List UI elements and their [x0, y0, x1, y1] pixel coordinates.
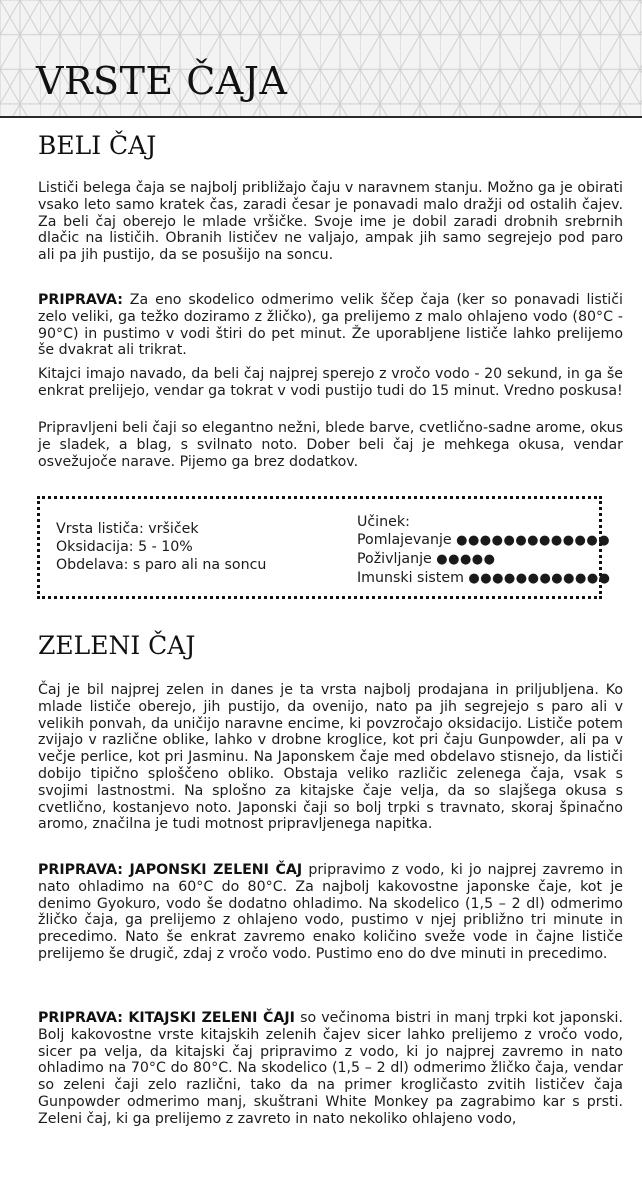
section-title-beli: BELI ČAJ [38, 131, 157, 160]
header-pattern-banner [0, 0, 642, 117]
effect-rating-dots: ●●●●● [436, 552, 496, 567]
header-divider [0, 116, 642, 118]
page-title: VRSTE ČAJA [36, 59, 288, 103]
zeleni-intro-paragraph: Čaj je bil najprej zelen in danes je ta vrsta najbolj prodajana in priljubljena. Ko mlade lističe oberejo, jih pustijo, da ovenijo, nato pa jih segrejejo s paro ali v velikih ponvah, da uničijo naravne encime, ki povzročajo oksidacijo. Lističe potem zvijajo v različne oblike, lahko v drobne kroglice, kot pri čaju Gunpowder, ali pa v večje perlice, kot pri Jasminu. Na Japonskem čaje med obdelavo stisnejo, da lističi dobijo tipično sploščeno obliko. Obstaja veliko različic zelenega čaja, vsak s svojimi lastnostmi. Na splošno za kitajske čaje velja, da so slajšega okusa s cvetlično, kostanjevo noto. Japonski čaji so bolj trpki s travnato, skoraj špinačno aromo, značilna je tudi motnost pripravljenega napitka. [38, 682, 623, 833]
processing: Obdelava: s paro ali na soncu [56, 557, 267, 573]
prep-chinese-text: so večinoma bistri in manj trpki kot japonski. Bolj kakovostne vrste kitajskih zelenih čajev sicer lahko prelijemo z vročo vodo, sicer pa velja, da kitajski čaj pripravimo z vodo, ki jo najprej zavremo in nato ohladimo na 70°C do 80°C. Na skodelico (1,5 – 2 dl) odmerimo žličko čaja, vendar so zeleni čaji zelo različni, tako da na primer krogličasto zvitih lističev čaja Gunpowder odmerimo manj, skuštrani White Monkey pa zagrabimo kar s prsti. Zeleni čaj, ki ga prelijemo z zavreto in nato nekoliko ohlajeno vodo, [38, 1010, 624, 1127]
zeleni-prep-japanese-paragraph [38, 862, 623, 963]
beli-paragraph-3: Pripravljeni beli čaji so elegantno nežni, blede barve, cvetlično-sadne arome, okus je sladek, a blag, s svilnato noto. Dober beli čaj je mehkega okusa, vendar osvežujoče narave. Pijemo ga brez dodatkov. [38, 420, 623, 470]
tea-properties [56, 520, 266, 574]
effect-label: Poživljanje [357, 551, 432, 567]
oxidation: Oksidacija: 5 - 10% [56, 539, 193, 555]
prep-japanese-text: pripravimo z vodo, ki jo najprej zavremo in nato ohladimo na 60°C do 80°C. Za najbolj kakovostne japonske čaje, kot je denimo Gyokuro, vodo še dodatno ohladimo. Na skodelico (1,5 – 2 dl) odmerimo žličko čaja, ga prelijemo z ohlajeno vodo, pustimo v njej približno tri minute in precedimo. Nato še enkrat zavremo enako količino sveže vode in čajne lističe prelijemo še drugič, zdaj z vročo vodo. Pustimo eno do dve minuti in precedimo. [38, 862, 624, 962]
effect-rating-dots: ●●●●●●●●●●●●● [456, 533, 611, 548]
effect-invigoration [357, 550, 611, 569]
zeleni-prep-chinese-paragraph [38, 1010, 623, 1128]
beli-preparation-paragraph [38, 292, 623, 359]
prep-chinese-label: PRIPRAVA: KITAJSKI ZELENI ČAJI [38, 1010, 295, 1026]
tea-effects [357, 513, 611, 588]
beli-prep-text: Za eno skodelico odmerimo velik ščep čaja (ker so ponavadi lističi zelo veliki, ga težko doziramo z žličko), ga prelijemo z malo ohlajeno vodo (80°C - 90°C) in pustimo v vodi štiri do pet minut. Že uporabljene lističe lahko prelijemo še dvakrat ali trikrat. [38, 292, 623, 359]
tea-info-box [37, 496, 611, 599]
prep-japanese-label: PRIPRAVA: JAPONSKI ZELENI ČAJ [38, 862, 303, 878]
leaf-type: Vrsta lističa: vršiček [56, 521, 199, 537]
effect-rating-dots: ●●●●●●●●●●●● [468, 571, 611, 586]
effect-immune-system [357, 569, 611, 588]
section-title-zeleni: ZELENI ČAJ [38, 631, 196, 660]
effects-title: Učinek: [357, 514, 410, 530]
effect-label: Pomlajevanje [357, 532, 452, 548]
beli-intro-paragraph: Lističi belega čaja se najbolj približajo čaju v naravnem stanju. Možno ga je obirati vsako leto samo kratek čas, zaradi česar je ponavadi malo dražji od ostalih čajev. Za beli čaj oberejo le mlade vršičke. Svoje ime je dobil zaradi drobnih srebrnih dlačic na lističih. Obranih lističev ne valjajo, ampak jih samo segrejejo pod paro ali pa jih pustijo, da se posušijo na soncu. [38, 180, 623, 264]
beli-paragraph-2: Kitajci imajo navado, da beli čaj najprej sperejo z vročo vodo - 20 sekund, in ga še enkrat prelijejo, vendar ga tokrat v vodi pustijo tudi do 15 minut. Vredno poskusa! [38, 366, 623, 399]
beli-prep-label: PRIPRAVA: [38, 292, 123, 308]
effect-rejuvenation [357, 531, 611, 550]
effect-label: Imunski sistem [357, 570, 464, 586]
